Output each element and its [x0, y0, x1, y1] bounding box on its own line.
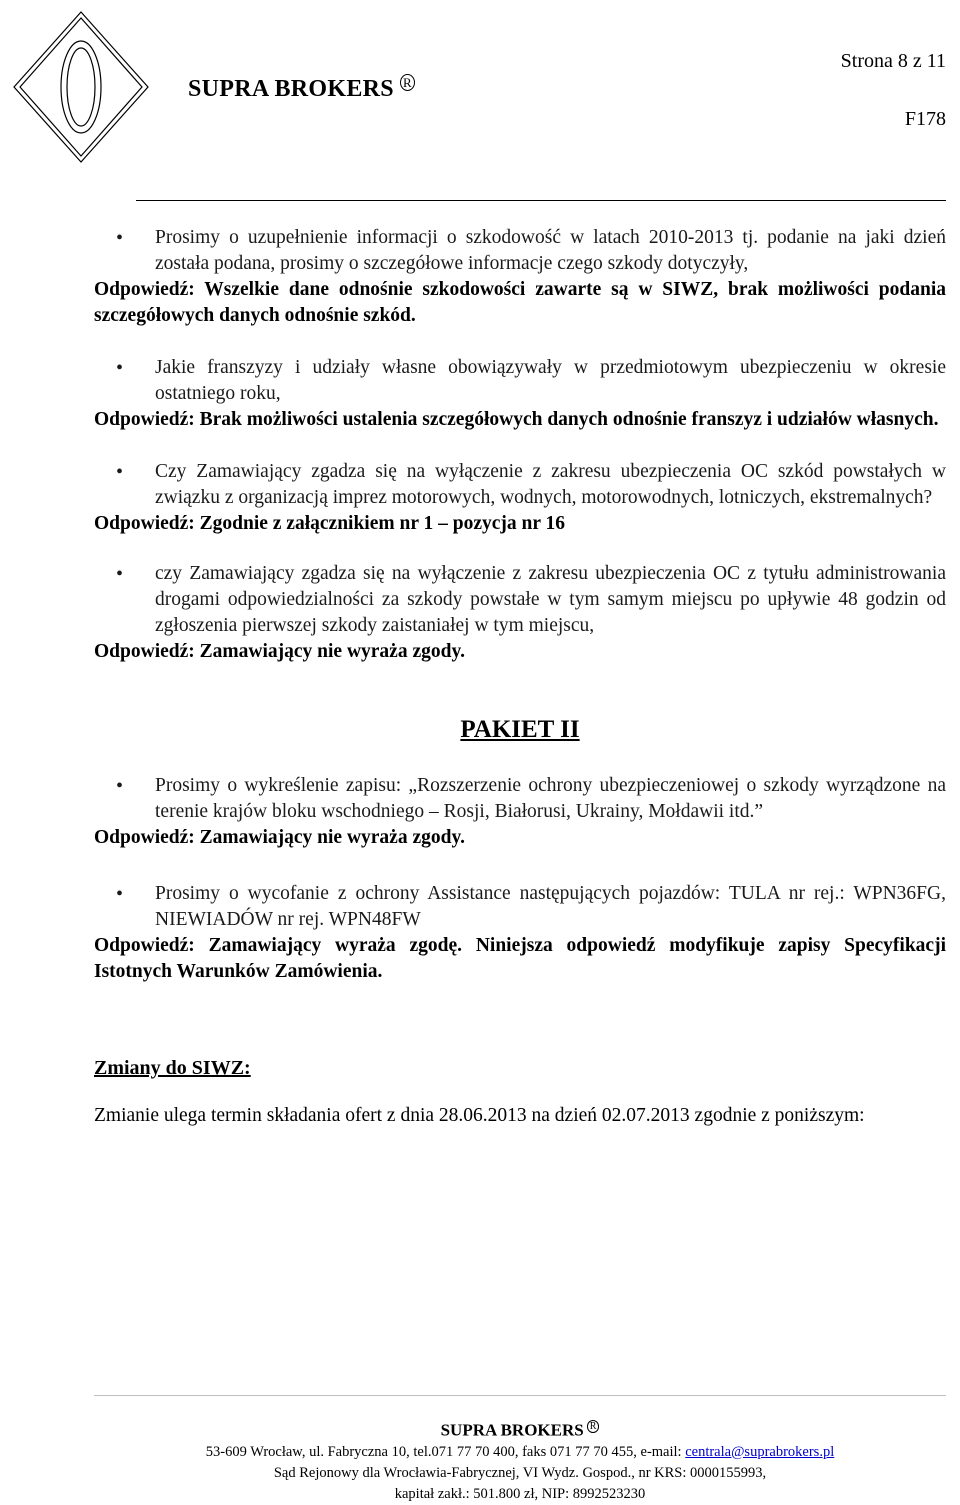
answer-text: Odpowiedź: Zamawiający wyraża zgodę. Niniejsza odpowiedź modyfikuje zapisy Specyfikacji Istotnych Warunków Zamówienia. — [94, 935, 946, 982]
question-item: • czy Zamawiający zgadza się na wyłączenie z zakresu ubezpieczenia OC z tytułu administrowania drogami odpowiedzialności za szkody powstałe w tym samym miejscu po upływie 48 godzin od zgłoszenia pierwszej szkody zaistaniałej w tym miejscu, — [94, 561, 946, 639]
footer-brand-name: SUPRA BROKERS — [440, 1420, 584, 1440]
footer-divider — [94, 1395, 946, 1396]
footer-address-text: 53-609 Wrocław, ul. Fabryczna 10, tel.071 77 70 400, faks 071 77 70 455, e-mail: — [205, 1443, 686, 1460]
question-item: • Jakie franszyzy i udziały własne obowiązywały w przedmiotowym ubezpieczeniu w okresie ostatniego roku, — [94, 355, 946, 407]
answer-text: Odpowiedź: Zamawiający nie wyraża zgody. — [94, 827, 466, 848]
footer-email-link[interactable]: centrala@suprabrokers.pl — [685, 1443, 835, 1460]
answer-text: Odpowiedź: Zamawiający nie wyraża zgody. — [94, 641, 466, 662]
question-item: • Czy Zamawiający zgadza się na wyłączenie z zakresu ubezpieczenia OC szkód powstałych w związku z organizacją imprez motorowych, wodnych, motorowodnych, lotniczych, ekstremalnych? — [94, 459, 946, 511]
answer-text: Odpowiedź: Brak możliwości ustalenia szczegółowych danych odnośnie franszyz i udziałów własnych. — [94, 409, 939, 430]
document-code: F178 — [904, 108, 946, 130]
question-item: • Prosimy o wykreślenie zapisu: „Rozszerzenie ochrony ubezpieczeniowej o szkody wyrządzone na terenie krajów bloku wschodniego – Rosji, Białorusi, Ukrainy, Mołdawii itd.” — [94, 773, 946, 825]
footer-brand — [94, 1416, 946, 1442]
answer-text: Odpowiedź: Wszelkie dane odnośnie szkodowości zawarte są w SIWZ, brak możliwości podania szczegółowych danych odnośnie szkód. — [94, 279, 946, 326]
company-logo-icon — [10, 8, 152, 166]
changes-heading: Zmiany do SIWZ: — [94, 1057, 251, 1079]
section-title: PAKIET II — [460, 716, 580, 743]
header-brand-name: SUPRA BROKERS — [188, 76, 394, 102]
page-footer — [94, 1416, 946, 1505]
registered-mark-icon: R — [400, 74, 415, 91]
answer-text: Odpowiedź: Zgodnie z załącznikiem nr 1 – pozycja nr 16 — [94, 513, 566, 534]
registered-mark-icon: R — [587, 1420, 600, 1433]
header-brand — [188, 76, 415, 103]
changes-text: Zmianie ulega termin składania ofert z dnia 28.06.2013 na dzień 02.07.2013 zgodnie z poniższym: — [94, 1105, 865, 1126]
question-item: • Prosimy o uzupełnienie informacji o szkodowość w latach 2010-2013 tj. podanie na jaki dzień została podana, prosimy o szczegółowe informacje czego szkody dotyczyły, — [94, 225, 946, 277]
footer-capital: kapitał zakł.: 501.800 zł, NIP: 8992523230 — [394, 1485, 646, 1502]
page-number: Strona 8 z 11 — [840, 50, 946, 72]
question-item: • Prosimy o wycofanie z ochrony Assistance następujących pojazdów: TULA nr rej.: WPN36FG, NIEWIADÓW nr rej. WPN48FW — [94, 881, 946, 933]
header-divider — [136, 200, 946, 201]
footer-court: Sąd Rejonowy dla Wrocławia-Fabrycznej, VI Wydz. Gospod., nr KRS: 0000155993, — [273, 1464, 767, 1481]
footer-address — [94, 1442, 946, 1463]
document-body — [94, 225, 946, 1129]
